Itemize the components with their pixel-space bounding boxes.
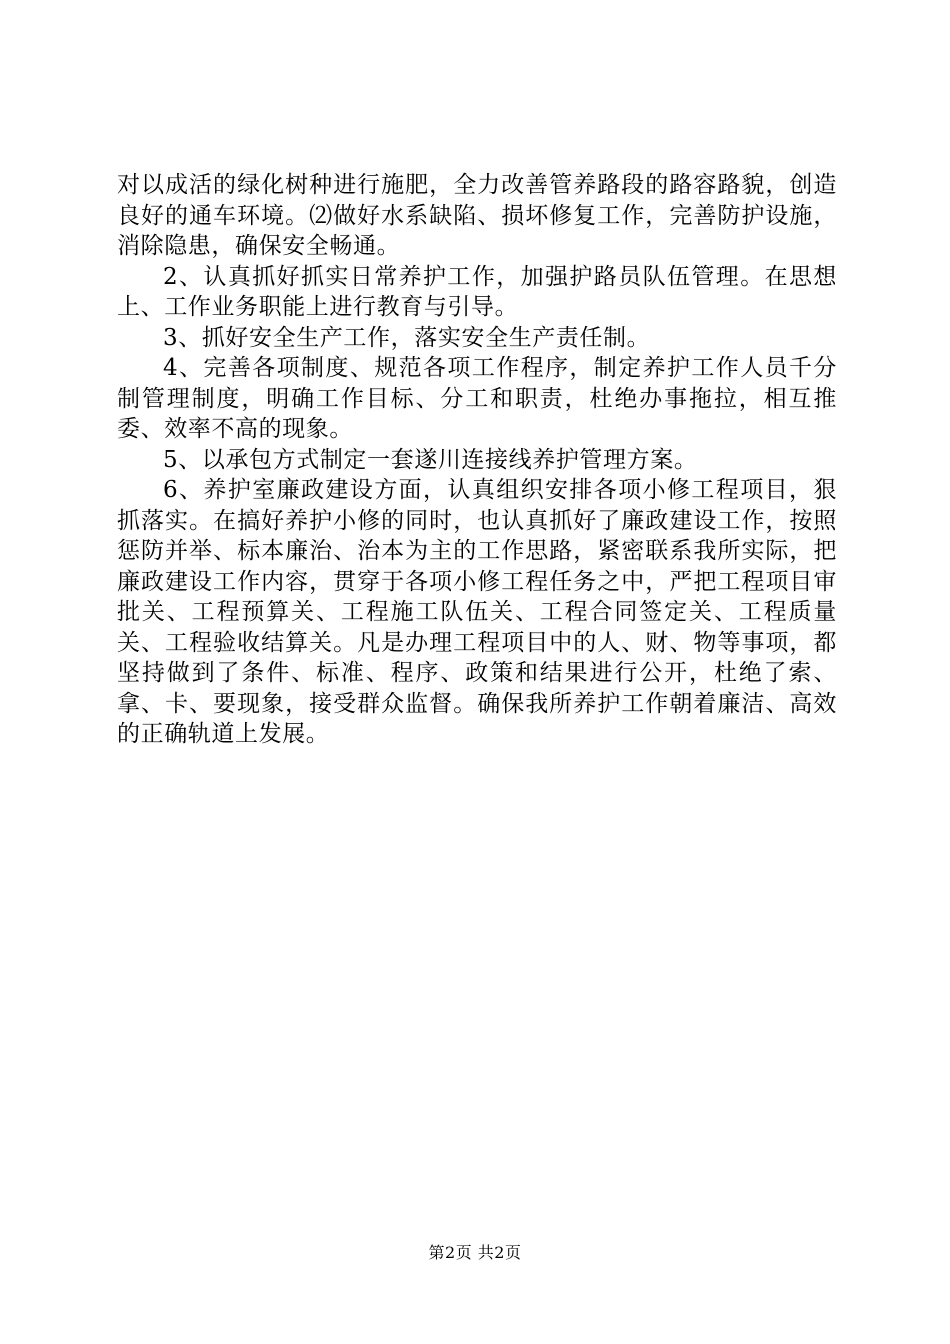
paragraph-5: 5、以承包方式制定一套遂川连接线养护管理方案。 — [163, 446, 698, 473]
paragraph-1: 对以成活的绿化树种进行施肥，全力改善管养路段的路容路貌，创造良好的通车环境。⑵做好水系缺陷、损坏修复工作，完善防护设施，消除隐患，确保安全畅通。 — [117, 172, 837, 259]
page-number-footer: 第2页 共2页 — [428, 1243, 522, 1262]
paragraph-4: 4、完善各项制度、规范各项工作程序，制定养护工作人员千分制管理制度，明确工作目标、分工和职责，杜绝办事拖拉，相互推委、效率不高的现象。 — [117, 355, 837, 442]
document-body — [117, 170, 837, 750]
paragraph-3: 3、抓好安全生产工作，落实安全生产责任制。 — [163, 324, 651, 351]
paragraph-6: 6、养护室廉政建设方面，认真组织安排各项小修工程项目，狠抓落实。在搞好养护小修的同时，也认真抓好了廉政建设工作，按照惩防并举、标本廉治、治本为主的工作思路，紧密联系我所实际，把廉政建设工作内容，贯穿于各项小修工程任务之中，严把工程项目审批关、工程预算关、工程施工队伍关、工程合同签定关、工程质量关、工程验收结算关。凡是办理工程项目中的人、财、物等事项，都坚持做到了条件、标准、程序、政策和结果进行公开，杜绝了索、拿、卡、要现象，接受群众监督。确保我所养护工作朝着廉洁、高效的正确轨道上发展。 — [117, 477, 837, 747]
paragraph-2: 2、认真抓好抓实日常养护工作，加强护路员队伍管理。在思想上、工作业务职能上进行教育与引导。 — [117, 263, 837, 320]
